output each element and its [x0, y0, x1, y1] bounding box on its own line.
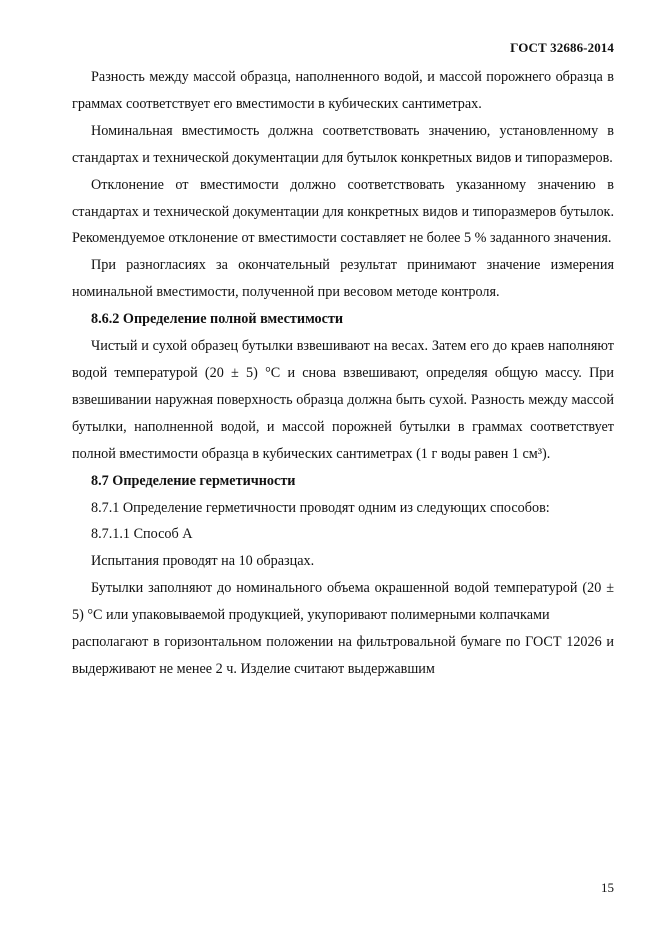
paragraph-horizontal-position: располагают в горизонтальном положении на фильтровальной бумаге по ГОСТ 12026 и выдерживают не менее 2 ч. Изделие считают выдержавшим	[72, 634, 614, 677]
document-body	[72, 64, 614, 683]
paragraph-full-capacity-method: Чистый и сухой образец бутылки взвешивают на весах. Затем его до краев наполняют водой температурой (20 ± 5) °С и снова взвешивают, определяя общую массу. При взвешивании наружная поверхность образца должна быть сухой. Разность между массой бутылки, наполненной водой, и массой порожней бутылки в граммах соответствует полной вместимости образца в кубических сантиметрах (1 г воды равен 1 см³).	[72, 338, 614, 462]
paragraph-nominal-capacity: Номинальная вместимость должна соответствовать значению, установленному в стандартах и технической документации для бутылок конкретных видов и типоразмеров.	[72, 122, 614, 166]
paragraph-mass-difference: Разность между массой образца, наполненного водой, и массой порожнего образца в граммах соответствует его вместимости в кубических сантиметрах.	[72, 69, 614, 112]
paragraph-sample-count: Испытания проводят на 10 образцах.	[91, 553, 315, 570]
document-standard-header: ГОСТ 32686-2014	[510, 40, 614, 55]
paragraph-tightness-methods: 8.7.1 Определение герметичности проводят одним из следующих способов:	[91, 499, 550, 516]
paragraph-fill-bottles: Бутылки заполняют до номинального объема окрашенной водой температурой (20 ± 5) °С или упаковываемой продукцией, укупоривают полимерными колпачками	[72, 580, 614, 624]
section-heading-tightness: 8.7 Определение герметичности	[91, 472, 296, 489]
paragraph-capacity-deviation: Отклонение от вместимости должно соответствовать указанному значению в стандартах и технической документации для конкретных видов и типоразмеров бутылок. Рекомендуемое отклонение от вместимости составляет не более 5 % заданного значения.	[72, 176, 614, 247]
section-heading-full-capacity: 8.6.2 Определение полной вместимости	[91, 311, 344, 328]
page-number: 15	[601, 880, 614, 895]
paragraph-disagreements: При разногласиях за окончательный результат принимают значение измерения номинальной вместимости, полученной при весовом методе контроля.	[72, 257, 614, 301]
paragraph-method-a: 8.7.1.1 Способ А	[91, 526, 193, 543]
